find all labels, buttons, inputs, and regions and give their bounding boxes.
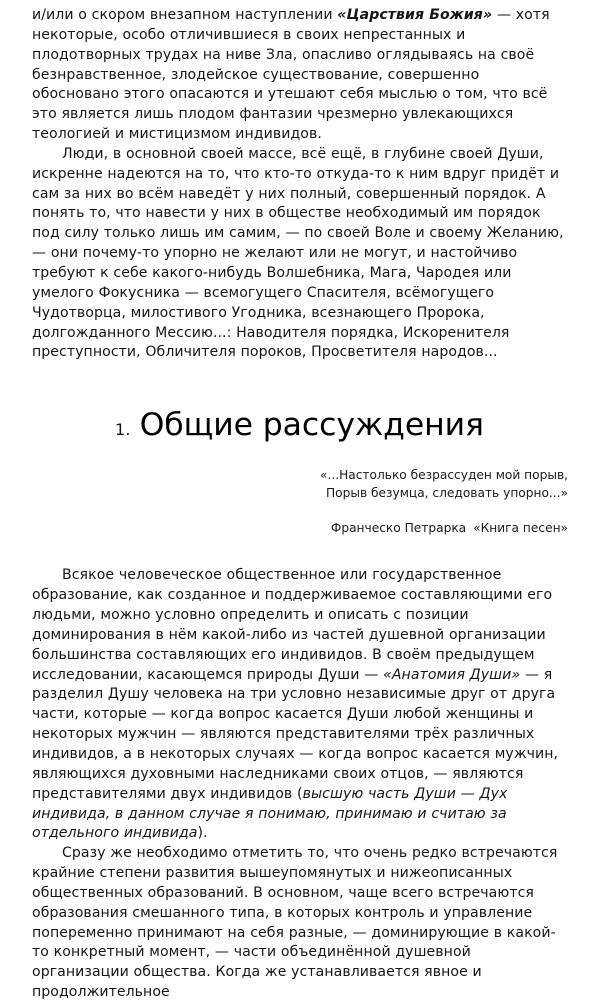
- epigraph-line-1: «...Настолько безрассуден мой порыв,: [320, 468, 568, 483]
- chapter-heading-inner: [115, 407, 484, 443]
- intro-lead-text: и/или о скором внезапном наступлении: [32, 7, 338, 23]
- spacer-after-epigraph: [32, 502, 570, 520]
- epigraph-author: Франческо Петрарка: [330, 521, 467, 535]
- epigraph-attribution: [32, 520, 570, 537]
- chapter-number: 1.: [115, 420, 131, 440]
- epigraph-line-2: Порыв безумца, следовать упорно...»: [325, 485, 568, 500]
- intro-paragraph-continued: [32, 6, 570, 145]
- spacer-before-chapter: [32, 363, 570, 407]
- epigraph-quote: [32, 467, 570, 502]
- body-paragraph-definition: [32, 566, 570, 844]
- body-text-part-2: — я разделил Душу человека на три условно независимые друг от друга части, которые — когда вопрос касается Души любой женщины и некоторых мужчин — являются представителями трёх различных индивидов, а в некоторых случаях — когда вопрос касается мужчин, являющихся духовными наследниками своих отцов, — являются представителями двух индивидов (: [32, 666, 559, 802]
- spacer-after-attribution: [32, 537, 570, 566]
- emphasis-kingdom-of-god: «Царствия Божия»: [337, 7, 493, 23]
- spacer-after-chapter: [32, 443, 570, 467]
- body-paragraph-mixed-types: Сразу же необходимо отметить то, что очень редко встречаются крайние степени развития вышеупомянутых и нижеописанных общественных образований. В основном, чаще всего встречаются образования смешанного типа, в которых контроль и управление попеременно принимают на себя разные, — доминирующие в какой-то конкретный момент, — части объединённой душевной организации общества. Когда же устанавливается явное и продолжительное: [32, 845, 558, 1001]
- body-text-part-3: ).: [197, 825, 208, 842]
- intro-tail-text: — хотя некоторые, особо отличившиеся в своих непрестанных и плодотворных трудах на ниве Зла, опасливо оглядываясь на своё безнравственное, злодейское существование, совершенно обосновано этого опасаются и утешают себя мыслью о том, что всё это является лишь плодом фантазии чрезмерно увлекающихся теологией и мистицизмом индивидов.: [32, 7, 550, 143]
- chapter-heading: [32, 407, 570, 443]
- chapter-title: Общие рассуждения: [139, 407, 484, 444]
- body-text-part-1: Всякое человеческое общественное или государственное образование, как созданное и поддерживаемое составляющими его людьми, можно условно определить и описать с позиции доминирования в нём какой-либо из частей душевной организации большинства составляющих его индивидов. В своём предыдущем исследовании, касающемся природы Души —: [32, 567, 553, 683]
- epigraph-work-title: «Книга песен»: [473, 521, 568, 535]
- emphasis-anatomy-of-soul: «Анатомия Души»: [383, 666, 521, 683]
- emphasis-higher-part-of-soul: высшую часть Души — Дух индивида, в данном случае я понимаю, принимаю и считаю за отдельного индивида: [32, 785, 508, 842]
- intro-paragraph-people: Люди, в основной своей массе, всё ещё, в глубине своей Души, искренне надеются на то, что кто-то откуда-то к ним вдруг придёт и сам за них во всём наведёт у них полный, совершенный порядок. А понять то, что навести у них в обществе необходимый им порядок под силу только лишь им самим, — по своей Воле и своему Желанию, — они почему-то упорно не желают или не могут, и настойчиво требуют к себе какого-нибудь Волшебника, Мага, Чародея или умелого Фокусника — всемогущего Спасителя, всёмогущего Чудотворца, милостивого Угодника, всезнающего Пророка, долгожданного Мессию...: Наводителя порядка, Искоренителя преступности, Обличителя пороков, Просветителя народов...: [32, 145, 564, 361]
